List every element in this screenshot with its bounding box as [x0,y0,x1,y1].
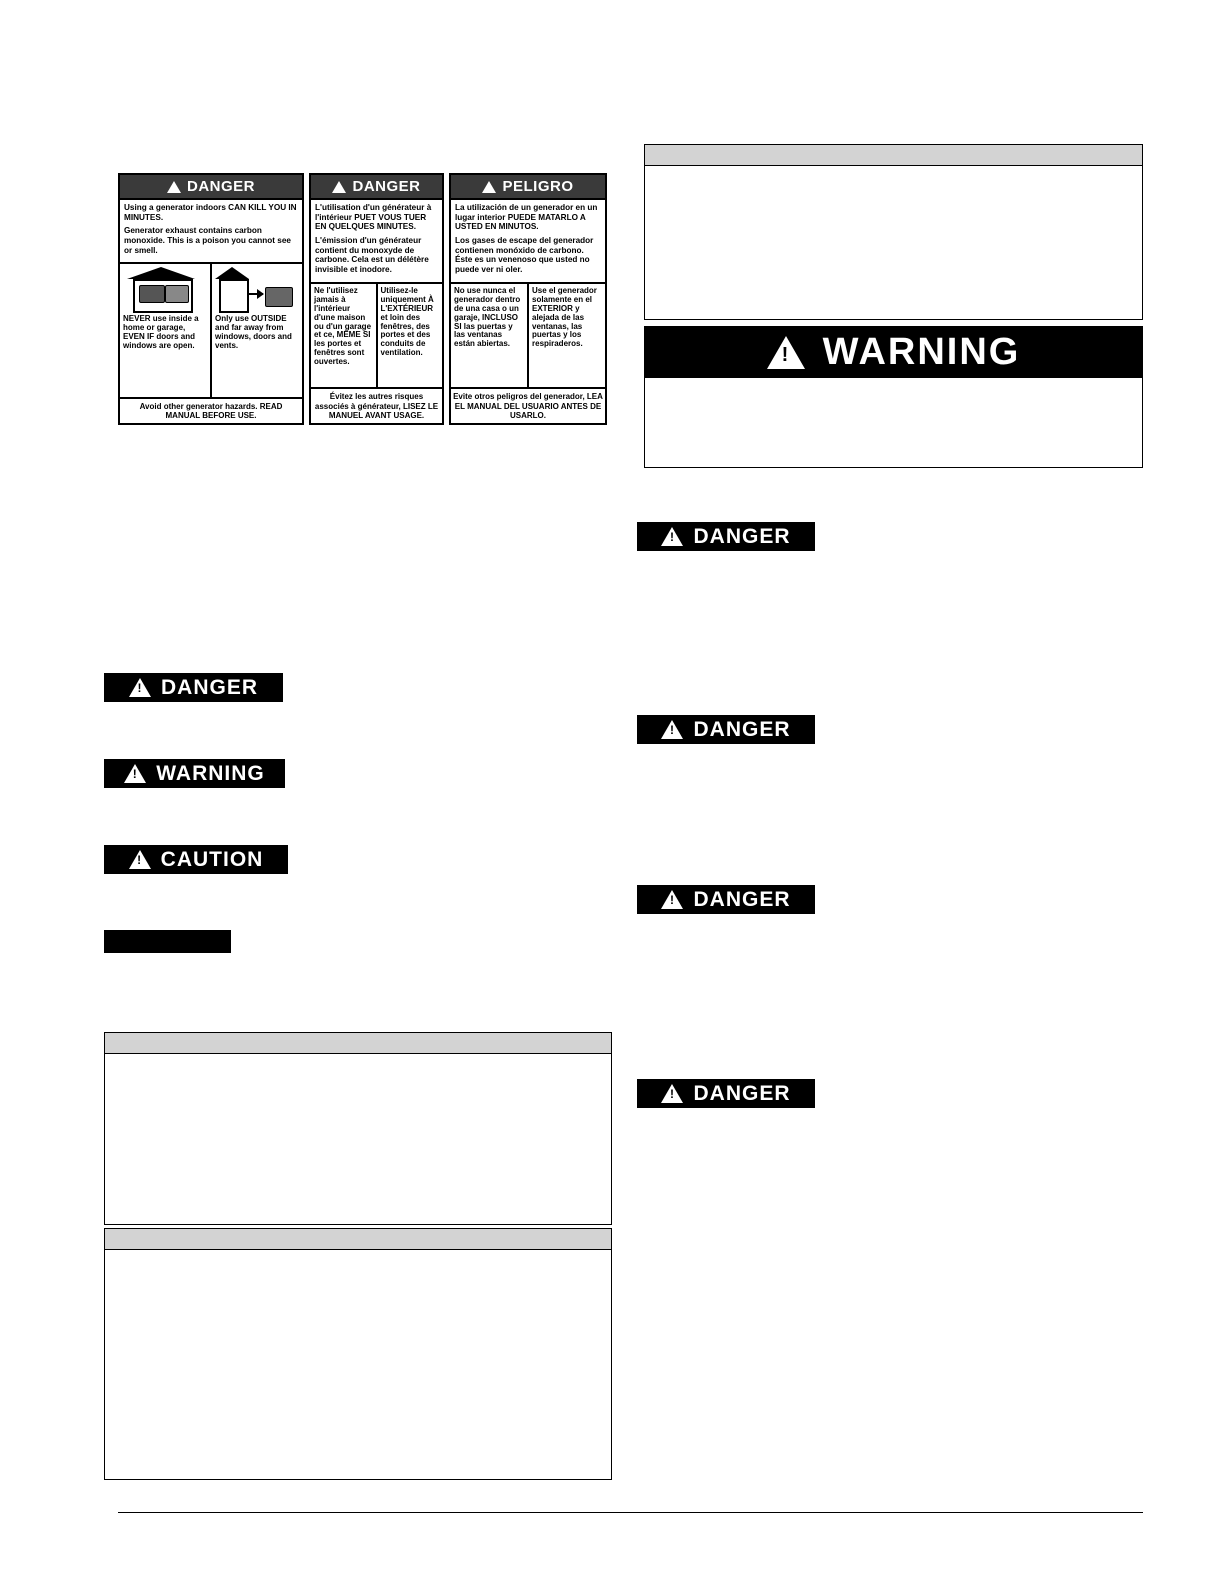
decal-english-body [120,200,302,262]
decal-spanish-header [451,175,605,200]
carbon-monoxide-decal-group [118,173,608,425]
warning-triangle-icon [129,678,151,697]
decal-english-pictogram-left-caption: NEVER use inside a home or garage, EVEN IF doors and windows are open. [123,314,199,351]
decal-french-pictogram-right [376,284,443,388]
right-top-panel [644,144,1143,320]
notice-label [104,930,231,953]
decal-english-pictogram-right-caption: Only use OUTSIDE and far away from windows, doors and vents. [215,314,292,351]
warning-triangle-icon [167,181,181,193]
alert-label-text: CAUTION [160,847,264,871]
decal-french-pictogram-left [311,284,376,388]
decal-english-pictograms [120,262,302,398]
warning-banner-label: WARNING [822,330,1021,373]
decal-spanish-line-2: Los gases de escape del generador contienen monóxido de carbono. Éste es un venenoso que usted no puede ver ni oler. [455,236,594,275]
decal-spanish-header-label: PELIGRO [502,178,574,195]
decal-french-pictogram-left-caption: Ne l'utilisez jamais à l'intérieur d'une maison ou d'un garage et ce, MÊME SI les portes et fenêtres sont ouvertes. [314,285,372,367]
warning-triangle-icon [129,850,151,869]
decal-english-header-label: DANGER [186,178,255,195]
decal-english [118,173,304,425]
right-top-panel-body [645,166,1142,178]
decal-spanish [449,173,607,425]
warning-triangle-icon [661,527,683,546]
alert-label-warning-left [104,759,285,788]
alert-label-danger-left [104,673,283,702]
decal-english-pictogram-right [210,264,302,396]
decal-spanish-pictogram-left-caption: No use nunca el generador dentro de una casa o un garaje, INCLUSO SI las puertas y las ventanas están abiertas. [454,285,521,349]
decal-spanish-pictogram-left [451,284,527,388]
decal-french-body [311,200,442,282]
warning-triangle-icon [124,764,146,783]
house-outside-generator-icon [215,267,299,313]
alert-label-text: WARNING [156,761,265,785]
warning-triangle-icon [482,181,496,193]
warning-banner-body-panel [644,378,1143,468]
warning-triangle-icon [661,890,683,909]
alert-label-caution-left [104,845,288,874]
warning-triangle-icon [661,1084,683,1103]
decal-french-line-2: L'émission d'un générateur contient du monoxyde de carbone. Cela est un délétère invisible et inodore. [315,236,429,275]
warning-triangle-icon [767,336,805,369]
left-panel-two-header [105,1229,611,1250]
alert-label-text: DANGER [693,1081,791,1105]
alert-label-text: DANGER [160,675,258,699]
warning-banner-body [645,378,1142,390]
alert-label-text: DANGER [693,887,791,911]
decal-spanish-pictograms [451,282,605,390]
decal-english-header [120,175,302,200]
right-top-panel-header [645,145,1142,166]
alert-label-danger-right-2 [637,715,815,744]
decal-french-footer: Évitez les autres risques associés à générateur, LISEZ LE MANUEL AVANT USAGE. [314,392,439,420]
alert-label-danger-right-4 [637,1079,815,1108]
decal-english-footer: Avoid other generator hazards. READ MANUAL BEFORE USE. [139,401,283,420]
decal-french-header [311,175,442,200]
decal-french-header-label: DANGER [352,178,421,195]
left-panel-one [104,1032,612,1225]
decal-spanish-body [451,200,605,282]
decal-french-line-1: L'utilisation d'un générateur à l'intérieur PUET VOUS TUER EN QUELQUES MINUTES. [315,203,432,232]
warning-triangle-icon [661,720,683,739]
decal-spanish-pictogram-right-caption: Use el generador solamente en el EXTERIOR y alejada de las ventanas, las puertas y los respiraderos. [532,285,597,349]
house-with-generator-icon [123,267,207,313]
left-panel-two [104,1228,612,1480]
decal-english-pictogram-left [120,264,210,396]
left-panel-one-header [105,1033,611,1054]
decal-spanish-footer: Evite otros peligros del generador, LEA EL MANUAL DEL USUARIO ANTES DE USARLO. [453,392,603,420]
decal-french-pictograms [311,282,442,390]
decal-french [309,173,444,425]
alert-label-text: DANGER [693,524,791,548]
footer-divider [118,1512,1143,1513]
left-panel-one-body [105,1054,611,1066]
alert-label-text: DANGER [693,717,791,741]
alert-label-danger-right-1 [637,522,815,551]
warning-banner [644,326,1143,378]
decal-spanish-line-1: La utilización de un generador en un lugar interior PUEDE MATARLO A USTED EN MINUTOS. [455,203,598,232]
decal-french-pictogram-right-caption: Utilisez-le uniquement À L'EXTÉRIEUR et loin des fenêtres, des portes et des conduits de ventilation. [380,285,434,358]
warning-triangle-icon [332,181,346,193]
decal-english-line-2: Generator exhaust contains carbon monoxide. This is a poison you cannot see or smell. [124,226,291,255]
decal-english-line-1: Using a generator indoors CAN KILL YOU IN MINUTES. [124,203,297,222]
alert-label-danger-right-3 [637,885,815,914]
left-panel-two-body [105,1250,611,1262]
decal-spanish-pictogram-right [527,284,605,388]
